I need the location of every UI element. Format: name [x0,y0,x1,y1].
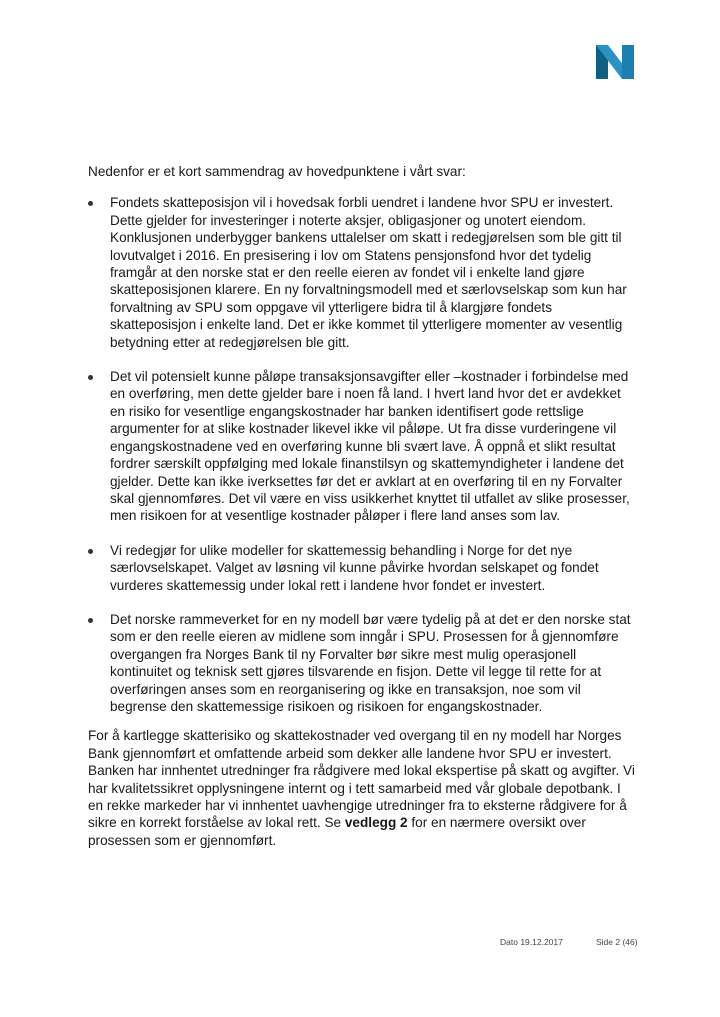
bullet-icon [88,201,93,206]
list-item [88,611,638,715]
list-item [88,194,638,351]
list-item-text: Det vil potensielt kunne påløpe transaksjonsavgifter eller –kostnader i forbindelse med en overføring, men dette gjelder bare i noen få land. I hvert land hvor det er avdekket en risiko for vesentlige engangskostnader har banken identifisert gode rettslige argumenter for at slike kostnader likevel ikke vil påløpe. Ut fra disse vurderingene vil engangskostnadene ved en overføring kunne bli svært lave. Å oppnå et slikt resultat fordrer særskilt oppfølging med lokale finanstilsyn og skattemyndigheter i landene det gjelder. Dette kan ikke iverksettes før det er avklart at en overføring til en ny Forvalter skal gjennomføres. Det vil være en viss usikkerhet knyttet til utfallet av slike prosesser, men risikoen for at vesentlige kostnader påløper i flere land anses som lav. [110,369,630,524]
logo-right-bar [622,45,634,79]
summary-list [88,194,638,715]
list-item-text: Vi redegjør for ulike modeller for skattemessig behandling i Norge for det nye særlovselskapet. Valget av løsning vil kunne påvirke hvordan selskapet og fondet vurderes skattemessig under lokal rett i landene hvor fondet er investert. [110,542,599,593]
n-logo-icon [596,45,634,79]
footer-page-number: Side 2 (46) [596,937,638,947]
bullet-icon [88,618,93,623]
footer-date: Dato 19.12.2017 [500,937,563,947]
closing-text-end: for en nærmere oversikt over prosessen som er gjennomført. [88,815,586,848]
list-item [88,368,638,525]
list-item-text: Fondets skatteposisjon vil i hovedsak forbli uendret i landene hvor SPU er investert. Dette gjelder for investeringer i noterte aksjer, obligasjoner og unotert eiendom. Konklusjonen underbygger bankens uttalelser om skatt i redegjørelsen som ble gitt til lovutvalget i 2016. En presisering i lov om Statens pensjonsfond hvor det tydelig framgår at den norske stat er den reelle eieren av fondet vil i enkelte land gjøre skatteposisjonen klarere. En ny forvaltningsmodell med et særlovselskap som kun har forvaltning av SPU som oppgave vil ytterligere bidra til å klargjøre fondets skatteposisjon i enkelte land. Det er ikke kommet til ytterligere momenter av vesentlig betydning etter at redegjørelsen ble gitt. [110,195,627,350]
bullet-icon [88,549,93,554]
appendix-reference: vedlegg 2 [344,815,408,831]
bullet-icon [88,375,93,380]
closing-text-start: For å kartlegge skatterisiko og skattekostnader ved overgang til en ny modell har Norges Bank gjennomført et omfattende arbeid som dekker alle landene hvor SPU er investert. Banken har innhentet utredninger fra rådgivere med lokal ekspertise på skatt og avgifter. Vi har kvalitetssikret opplysningene internt og i tett samarbeid med vår globale depotbank. I en rekke markeder har vi innhentet uavhengige utredninger fra to eksterne rådgivere for å sikre en korrekt forståelse av lokal rett. Se [88,728,635,831]
list-item-text: Det norske rammeverket for en ny modell bør være tydelig på at det er den norske stat som er den reelle eieren av midlene som inngår i SPU. Prosessen for å gjennomføre overgangen fra Norges Bank til ny Forvalter bør sikre mest mulig operasjonell kontinuitet og teknisk sett gjøres tilsvarende en fisjon. Dette vil legge til rette for at overføringen anses som en reorganisering og ikke en transaksjon, noe som vil begrense den skattemessige risikoen og risikoen for engangskostnader. [110,611,631,714]
intro-paragraph: Nedenfor er et kort sammendrag av hovedpunktene i vårt svar: [88,164,466,179]
list-item [88,542,638,594]
closing-paragraph [88,727,638,849]
document-body [88,163,638,849]
